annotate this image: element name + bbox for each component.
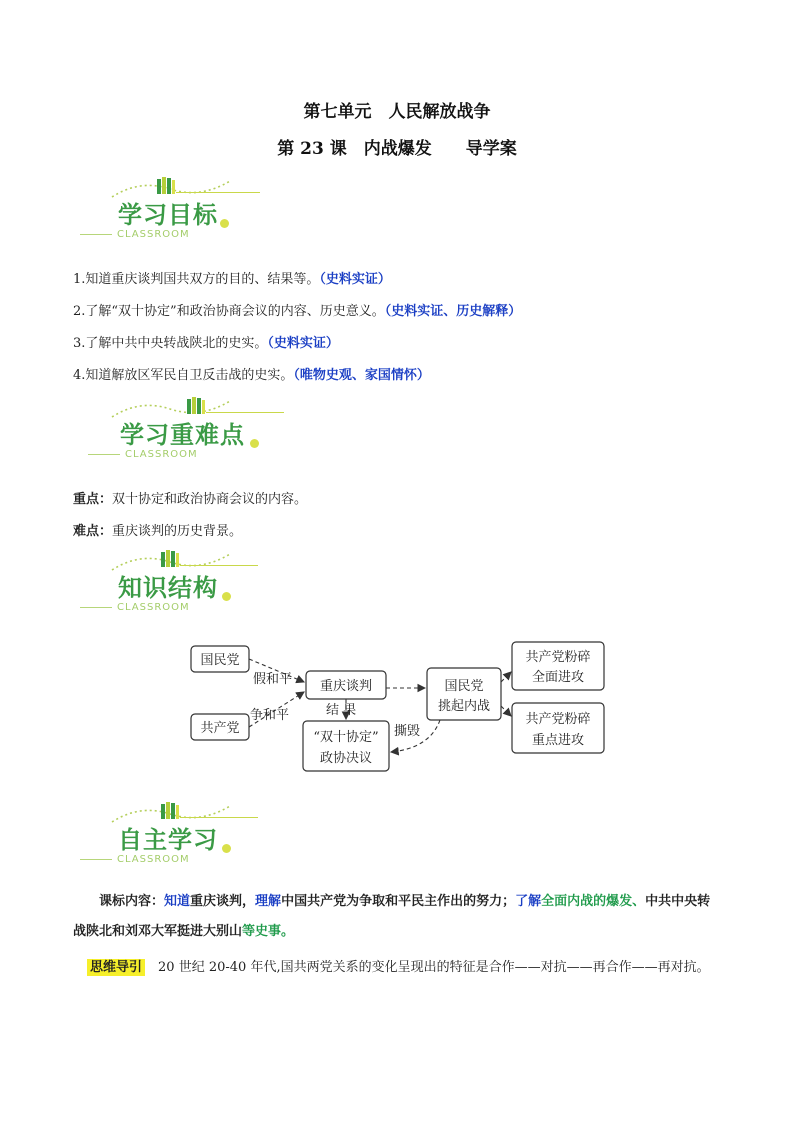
difficult-point: 难点：重庆谈判的历史背景。	[73, 524, 243, 539]
section-subheading: CLASSROOM	[80, 602, 190, 613]
goal-item-2: 2.了解“双十协定”和政治协商会议的内容、历史意义。（史料实证、历史解释）	[73, 304, 522, 319]
label-ccp: 共产党	[200, 721, 240, 736]
label-fight-peace: 争和平	[250, 708, 290, 723]
thinking-guide: 思维导引 20 世纪 20-40 年代,国共两党关系的变化呈现出的特征是合作——对抗——再合作——再对抗。	[73, 953, 723, 983]
label-agreement-1: “双十协定”	[313, 730, 379, 745]
section-subheading: CLASSROOM	[80, 229, 190, 240]
goal-item-3: 3.了解中共中央转战陕北的史实。（史料实证）	[73, 336, 339, 351]
arrow-war-crush-full	[501, 672, 511, 682]
section-header-self-study	[80, 800, 300, 880]
key-point: 重点：双十协定和政治协商会议的内容。	[73, 492, 308, 507]
label-war-1: 国民党	[444, 679, 484, 694]
arrow-war-crush-key	[501, 706, 511, 716]
label-kmt: 国民党	[200, 653, 240, 668]
goal-item-1: 1.知道重庆谈判国共双方的目的、结果等。（史料实证）	[73, 272, 391, 287]
unit-title: 第七单元 人民解放战争	[303, 102, 491, 122]
label-talks: 重庆谈判	[319, 679, 373, 694]
section-heading: 知识结构	[118, 574, 218, 602]
books-icon	[160, 800, 180, 820]
label-result: 结 果	[326, 703, 357, 718]
goal-item-4: 4.知道解放区军民自卫反击战的史实。（唯物史观、家国情怀）	[73, 368, 430, 383]
label-fake-peace: 假和平	[253, 672, 293, 687]
section-subheading: CLASSROOM	[80, 854, 190, 865]
section-heading: 学习重难点	[120, 421, 245, 449]
lesson-title: 第 23 课 内战爆发 导学案	[277, 139, 517, 159]
label-crush-full-2: 全面进攻	[531, 670, 585, 685]
thinking-guide-label: 思维导引	[87, 959, 145, 976]
label-crush-key-2: 重点进攻	[531, 733, 585, 748]
section-heading: 学习目标	[118, 201, 218, 229]
label-war-2: 挑起内战	[437, 699, 491, 714]
label-agreement-2: 政协决议	[319, 751, 373, 766]
label-crush-key-1: 共产党粉碎	[525, 712, 591, 727]
section-subheading: CLASSROOM	[88, 449, 198, 460]
label-tear: 撕毁	[394, 724, 421, 739]
curriculum-standards: 课标内容：知道重庆谈判，理解中国共产党为争取和平民主作出的努力；了解全面内战的爆发、中共中央转战陕北和刘邓大军挺进大别山等史事。	[73, 894, 711, 939]
label-crush-full-1: 共产党粉碎	[525, 650, 591, 665]
section-heading: 自主学习	[118, 826, 218, 854]
